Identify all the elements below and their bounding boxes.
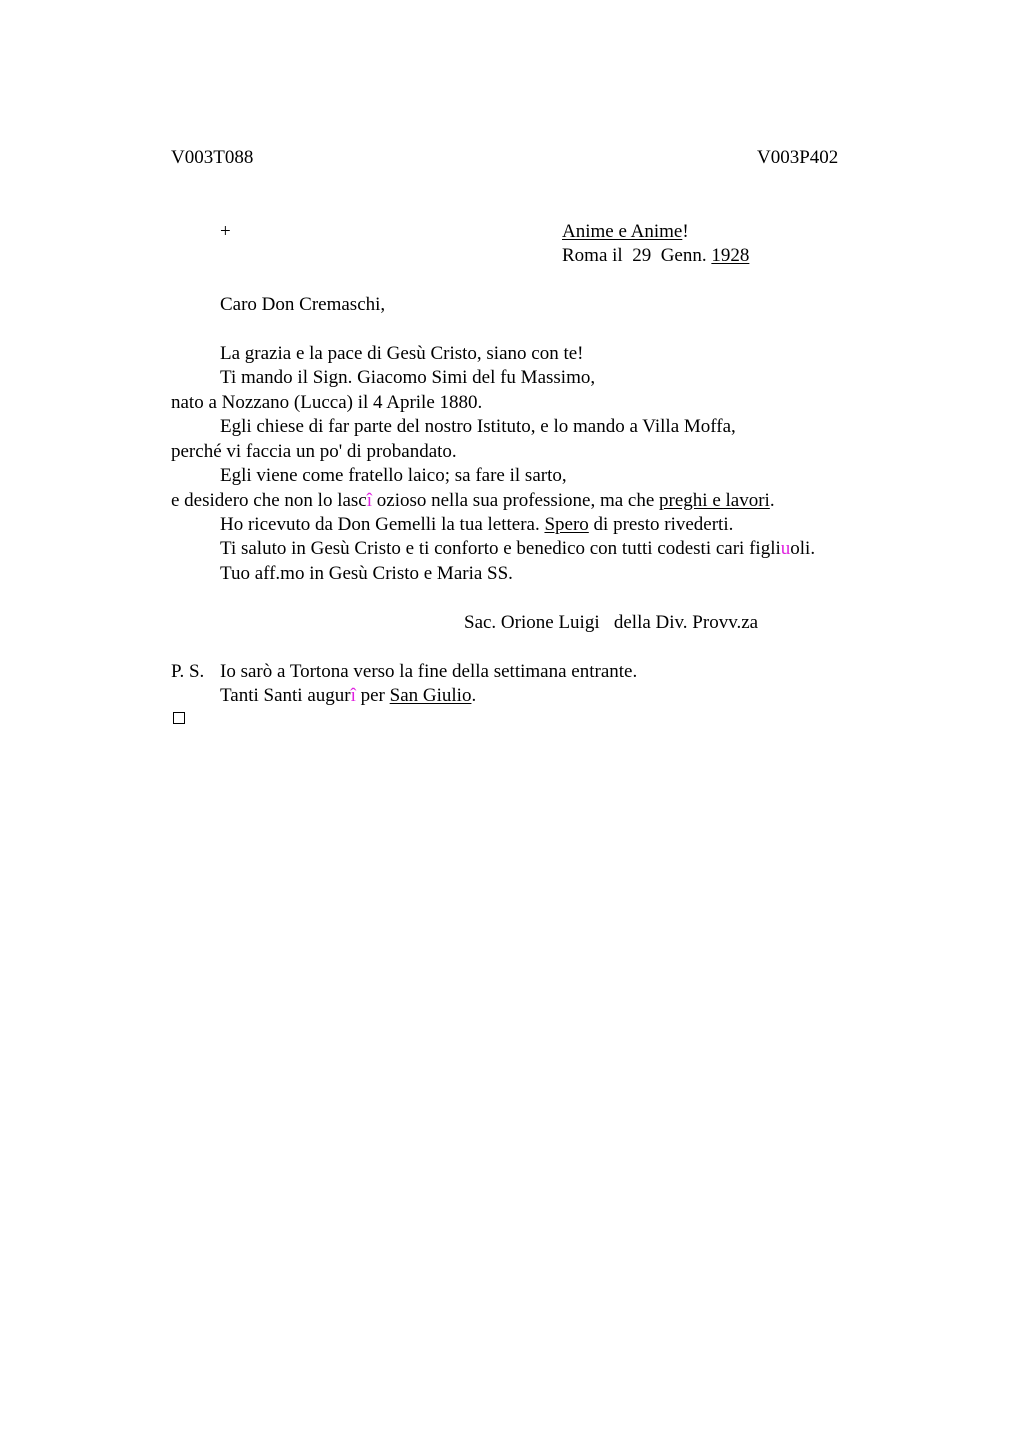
body-line-9-b: oli. [790,538,816,559]
body-line-7-c: . [769,490,775,511]
document-code-right: V003P402 [757,147,839,168]
body-line-1: La grazia e la pace di Gesù Cristo, siano con te! [220,343,584,364]
body-line-5: perché vi faccia un po' di probandato. [171,441,457,462]
date-line [562,244,749,268]
body-line-8 [220,513,733,537]
postscript-line-2-c: . [471,685,477,706]
body-line-9 [220,537,815,561]
body-line-7 [171,489,775,513]
postscript-label: P. S. [171,661,205,682]
body-line-6: Egli viene come fratello laico; sa fare il sarto, [220,465,567,486]
underlined-word: Spero [544,514,589,535]
postscript-line-2-a: Tanti Santi augur [220,685,351,706]
editorial-mark: î [350,685,356,706]
editorial-mark: u [780,538,791,559]
body-line-4: Egli chiese di far parte del nostro Istituto, e lo mando a Villa Moffa, [220,416,736,437]
body-line-8-a: Ho ricevuto da Don Gemelli la tua lettera. [220,514,545,535]
signature: Sac. Orione Luigi della Div. Provv.za [464,612,759,633]
motto-underlined: Anime e Anime [562,221,683,242]
closing-line: Tuo aff.mo in Gesù Cristo e Maria SS. [220,563,513,584]
postscript-line-2-b: per [355,685,390,706]
postscript-line-1: Io sarò a Tortona verso la fine della settimana entrante. [220,661,638,682]
cross-symbol: + [220,221,231,242]
document-code-left: V003T088 [171,147,254,168]
date-year: 1928 [711,245,750,266]
underlined-name: San Giulio [389,685,472,706]
postscript-line-2 [220,684,476,708]
body-line-7-b: ozioso nella sua professione, ma che [372,490,660,511]
date-prefix: Roma il 29 Genn. [562,245,712,266]
body-line-8-b: di presto rivederti. [588,514,734,535]
motto-suffix: ! [682,221,689,242]
motto [562,220,689,244]
body-line-3: nato a Nozzano (Lucca) il 4 Aprile 1880. [171,392,483,413]
end-square-icon [173,712,185,724]
salutation: Caro Don Cremaschi, [220,294,386,315]
body-line-2: Ti mando il Sign. Giacomo Simi del fu Massimo, [220,367,596,388]
editorial-mark: î [366,490,373,511]
body-line-7-a: e desidero che non lo lasc [171,490,367,511]
body-line-9-a: Ti saluto in Gesù Cristo e ti conforto e benedico con tutti codesti cari figli [220,538,781,559]
underlined-phrase: preghi e lavori [659,490,770,511]
